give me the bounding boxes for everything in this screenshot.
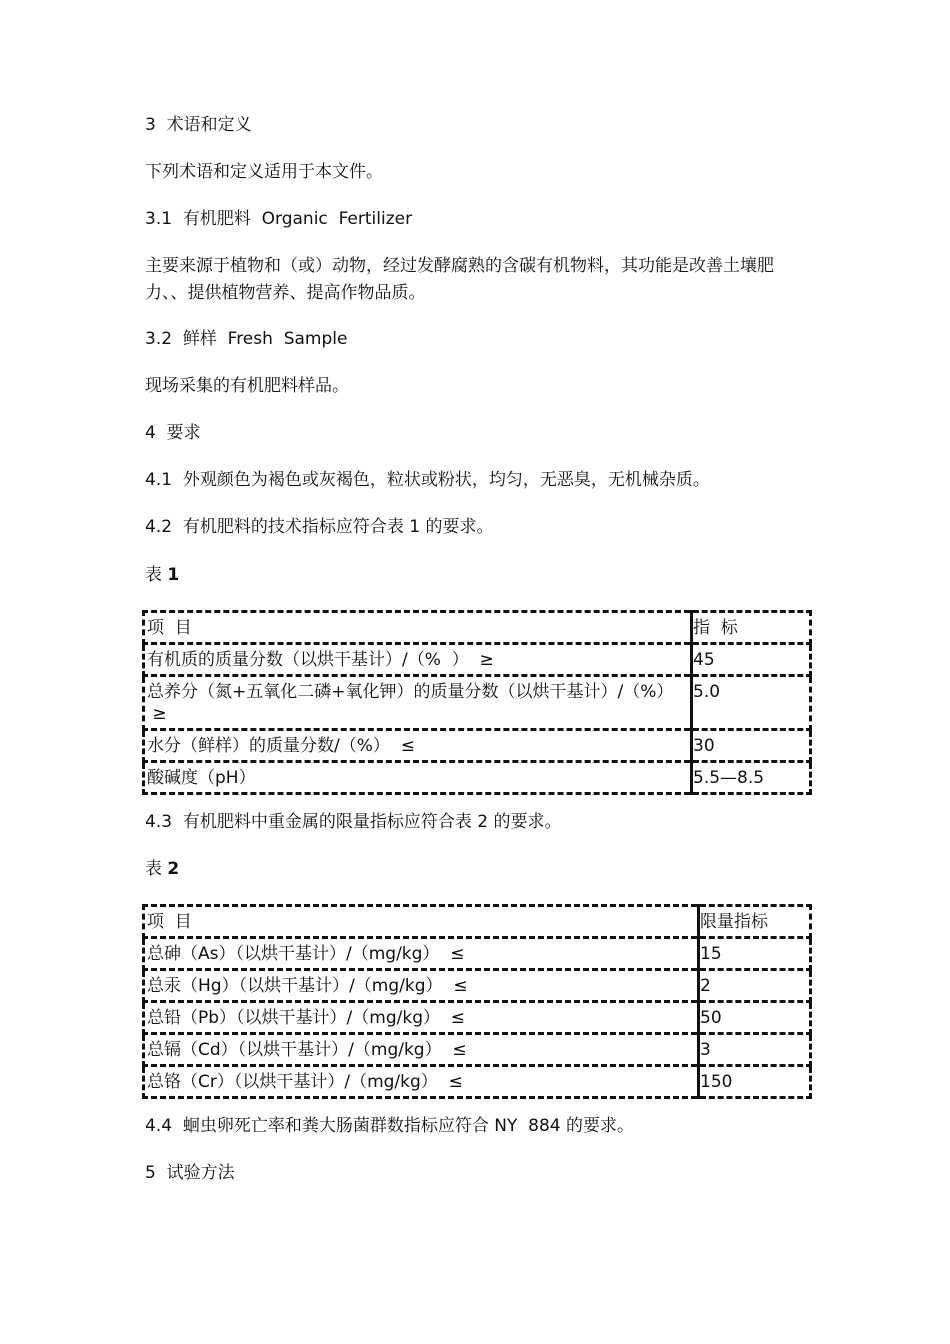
- table-cell: 总铬（Cr）（以烘干基计）/（mg/kg） ≤: [144, 1066, 699, 1098]
- section-3-2-body: 现场采集的有机肥料样品。: [145, 376, 349, 396]
- table-cell: 50: [699, 1002, 811, 1034]
- section-4-2: 4.2 有机肥料的技术指标应符合表 1 的要求。: [145, 517, 494, 537]
- section-5-heading: 5 试验方法: [145, 1163, 235, 1183]
- section-4-1: 4.1 外观颜色为褐色或灰褐色，粒状或粉状，均匀，无恶臭，无机械杂质。: [145, 470, 710, 490]
- table-row: [144, 938, 811, 970]
- section-4-4: 4.4 蛔虫卵死亡率和粪大肠菌群数指标应符合 NY 884 的要求。: [145, 1116, 635, 1136]
- table-row: [144, 644, 811, 676]
- table-row: [144, 970, 811, 1002]
- table-cell: 150: [699, 1066, 811, 1098]
- section-4-3: 4.3 有机肥料中重金属的限量指标应符合表 2 的要求。: [145, 812, 562, 832]
- table-row: [144, 1002, 811, 1034]
- table-2-caption-prefix: 表: [145, 859, 168, 879]
- table-cell: 有机质的质量分数（以烘干基计）/（% ） ≥: [144, 644, 692, 676]
- table-cell: 2: [699, 970, 811, 1002]
- table-cell: 水分（鲜样）的质量分数/（%） ≤: [144, 730, 692, 762]
- section-3-1-body: 主要来源于植物和（或）动物，经过发酵腐熟的含碳有机物料，其功能是改善土壤肥力、、提供植物营养、提高作物品质。: [145, 256, 774, 303]
- table-cell: 总镉（Cd）（以烘干基计）/（mg/kg） ≤: [144, 1034, 699, 1066]
- section-3-2-heading: 3.2 鲜样 Fresh Sample: [145, 329, 348, 349]
- table-1: [142, 610, 812, 795]
- table-2-caption-number: 2: [167, 859, 180, 879]
- table-cell: 30: [692, 730, 811, 762]
- table-cell: 酸碱度（pH）: [144, 762, 692, 794]
- table-cell: 45: [692, 644, 811, 676]
- table-cell: 5.0: [692, 676, 811, 730]
- section-4-heading: 4 要求: [145, 423, 201, 443]
- section-3-heading: 3 术语和定义: [145, 115, 252, 135]
- table-cell: 5.5—8.5: [692, 762, 811, 794]
- table-row: [144, 762, 811, 794]
- table-row: [144, 676, 811, 730]
- table-1-caption-prefix: 表: [145, 565, 168, 585]
- table-row: [144, 612, 811, 644]
- table-cell: 总养分（氮+五氧化二磷+氧化钾）的质量分数（以烘干基计）/（%） ≥: [144, 676, 692, 730]
- table-cell: 总汞（Hg）（以烘干基计）/（mg/kg） ≤: [144, 970, 699, 1002]
- table-1-caption-number: 1: [167, 565, 180, 585]
- table-header-cell: 项 目: [144, 906, 699, 938]
- table-cell: 总砷（As）（以烘干基计）/（mg/kg） ≤: [144, 938, 699, 970]
- section-3-intro: 下列术语和定义适用于本文件。: [145, 162, 383, 182]
- section-3-1-heading: 3.1 有机肥料 Organic Fertilizer: [145, 209, 413, 229]
- table-2-caption: [145, 856, 179, 883]
- table-cell: 15: [699, 938, 811, 970]
- table-row: [144, 1066, 811, 1098]
- table-1-caption: [145, 562, 179, 589]
- table-header-cell: 限量指标: [699, 906, 811, 938]
- table-cell: 总铅（Pb）（以烘干基计）/（mg/kg） ≤: [144, 1002, 699, 1034]
- table-row: [144, 730, 811, 762]
- table-row: [144, 906, 811, 938]
- table-2: [142, 904, 812, 1099]
- table-header-cell: 项 目: [144, 612, 692, 644]
- table-row: [144, 1034, 811, 1066]
- table-cell: 3: [699, 1034, 811, 1066]
- table-header-cell: 指 标: [692, 612, 811, 644]
